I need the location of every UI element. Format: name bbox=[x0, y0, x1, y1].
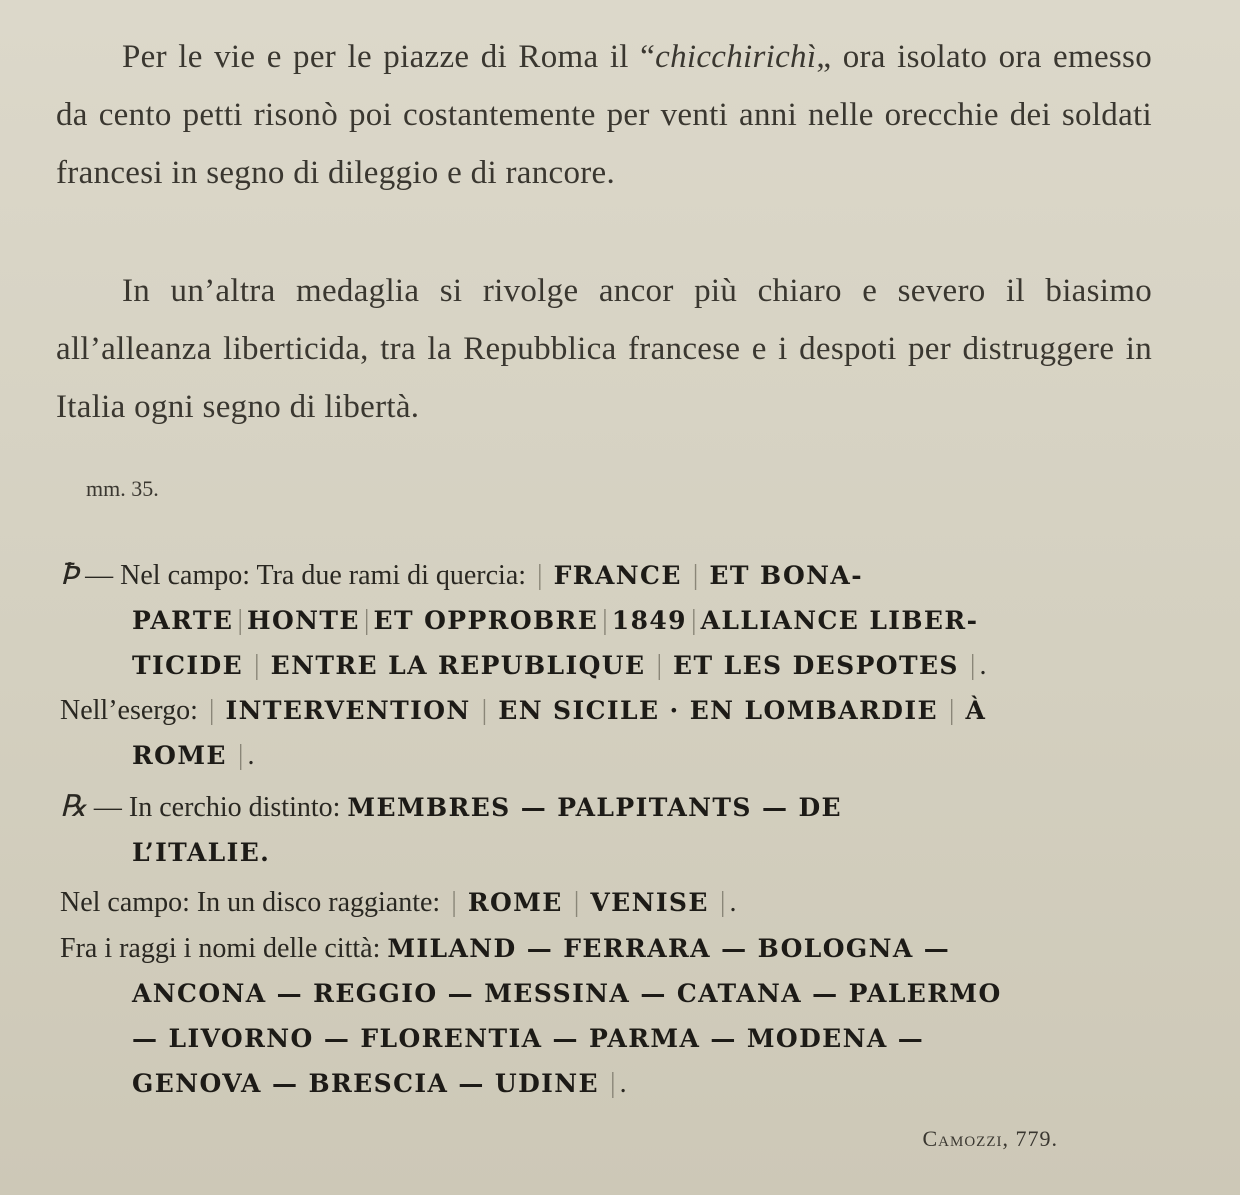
citation: Camozzi, 779. bbox=[922, 1126, 1058, 1151]
obverse-caps-3b: ENTRE LA REPUBLIQUE bbox=[270, 651, 646, 680]
rays-line-4: GENOVA — BRESCIA — UDINE | . bbox=[132, 1068, 627, 1099]
reverse-line-2 bbox=[60, 830, 1144, 875]
rays-line-1 bbox=[60, 926, 1144, 971]
field-intro: Nel campo: In un disco raggiante: bbox=[60, 887, 441, 918]
obverse-caps-2e: ALLIANCE LIBER- bbox=[700, 606, 979, 635]
obverse-caps-2b: HONTE bbox=[246, 606, 360, 635]
obverse-caps-1a: FRANCE bbox=[553, 561, 682, 590]
reverse-symbol: ℞ bbox=[60, 789, 87, 824]
field-caps-b: VENISE bbox=[590, 888, 709, 917]
exergue-caps-2a: ROME bbox=[132, 741, 227, 770]
obverse-caps-2c: ET OPPROBRE bbox=[373, 606, 599, 635]
rays-description bbox=[60, 926, 1144, 1106]
rays-caps-3: — LIVORNO — FLORENTIA — PARMA — MODENA — bbox=[132, 1024, 925, 1053]
exergue-line-1: Nell’esergo: | INTERVENTION | EN SICILE · EN LOMBARDIE | À bbox=[60, 695, 987, 726]
size-note: mm. 35. bbox=[86, 476, 159, 501]
exergue-description bbox=[60, 688, 1144, 778]
field-caps-a: ROME bbox=[467, 888, 563, 917]
obverse-line-2: PARTE | HONTE | ET OPPROBRE | 1849 | ALLIANCE LIBER- bbox=[132, 605, 979, 636]
obverse-line-3: TICIDE | ENTRE LA REPUBLIQUE | ET LES DESPOTES | . bbox=[132, 650, 987, 681]
rays-caps-1: MILAND — FERRARA — BOLOGNA — bbox=[387, 934, 951, 963]
rays-intro: Fra i raggi i nomi delle città: bbox=[60, 933, 381, 964]
field-line-1: Nel campo: In un disco raggiante: | ROME | VENISE | . bbox=[60, 887, 737, 918]
exergue-caps-1c: À bbox=[965, 696, 987, 725]
rays-line-2 bbox=[60, 971, 1144, 1016]
p1-text-before: Per le vie e per le piazze di Roma il “ bbox=[122, 39, 656, 75]
reverse-intro: — In cerchio distinto: bbox=[93, 792, 341, 823]
obverse-caps-1b: ET BONA- bbox=[709, 561, 863, 590]
rays-caps-2: ANCONA — REGGIO — MESSINA — CATANA — PALERMO bbox=[132, 979, 1002, 1008]
rays-line-3 bbox=[60, 1016, 1144, 1061]
exergue-line-2: ROME | . bbox=[132, 740, 255, 771]
reverse-caps-2: L’ITALIE. bbox=[132, 838, 271, 867]
reverse-line-1 bbox=[60, 784, 1144, 830]
exergue-caps-1a: INTERVENTION bbox=[225, 696, 471, 725]
paragraph-medaglia bbox=[56, 262, 1152, 436]
obverse-line-1: Ꝥ — Nel campo: Tra due rami di quercia: | FRANCE | ET BONA- bbox=[60, 557, 863, 592]
obverse-description bbox=[60, 552, 1144, 688]
obverse-intro: — Nel campo: Tra due rami di quercia: bbox=[85, 560, 527, 591]
reverse-description bbox=[60, 784, 1144, 875]
rays-caps-4: GENOVA — BRESCIA — UDINE bbox=[132, 1069, 599, 1098]
obverse-caps-2d: 1849 bbox=[611, 606, 687, 635]
p1-italic-word: chicchirichì bbox=[655, 39, 817, 75]
field-description bbox=[60, 880, 1144, 925]
paragraph-chicchirichi bbox=[56, 28, 1152, 202]
obverse-caps-3c: ET LES DESPOTES bbox=[673, 651, 959, 680]
p2-text: In un’altra medaglia si rivolge ancor più chiaro e severo il biasimo all’alleanza liberticida, tra la Repubblica francese e i despoti per distruggere in Italia ogni segno di libertà. bbox=[56, 273, 1152, 425]
obverse-caps-3a: TICIDE bbox=[132, 651, 244, 680]
exergue-intro: Nell’esergo: bbox=[60, 695, 198, 726]
obverse-caps-2a: PARTE bbox=[132, 606, 234, 635]
obverse-symbol: Ꝥ bbox=[60, 557, 79, 592]
reverse-caps: MEMBRES — PALPITANTS — DE bbox=[347, 793, 842, 822]
exergue-caps-1b: EN SICILE · EN LOMBARDIE bbox=[498, 696, 938, 725]
p1-text-after: „ ora isolato ora emesso da cento petti risonò poi costantemente per venti anni nelle orecchie dei soldati francesi in segno di dileggio e di rancore. bbox=[56, 39, 1152, 191]
